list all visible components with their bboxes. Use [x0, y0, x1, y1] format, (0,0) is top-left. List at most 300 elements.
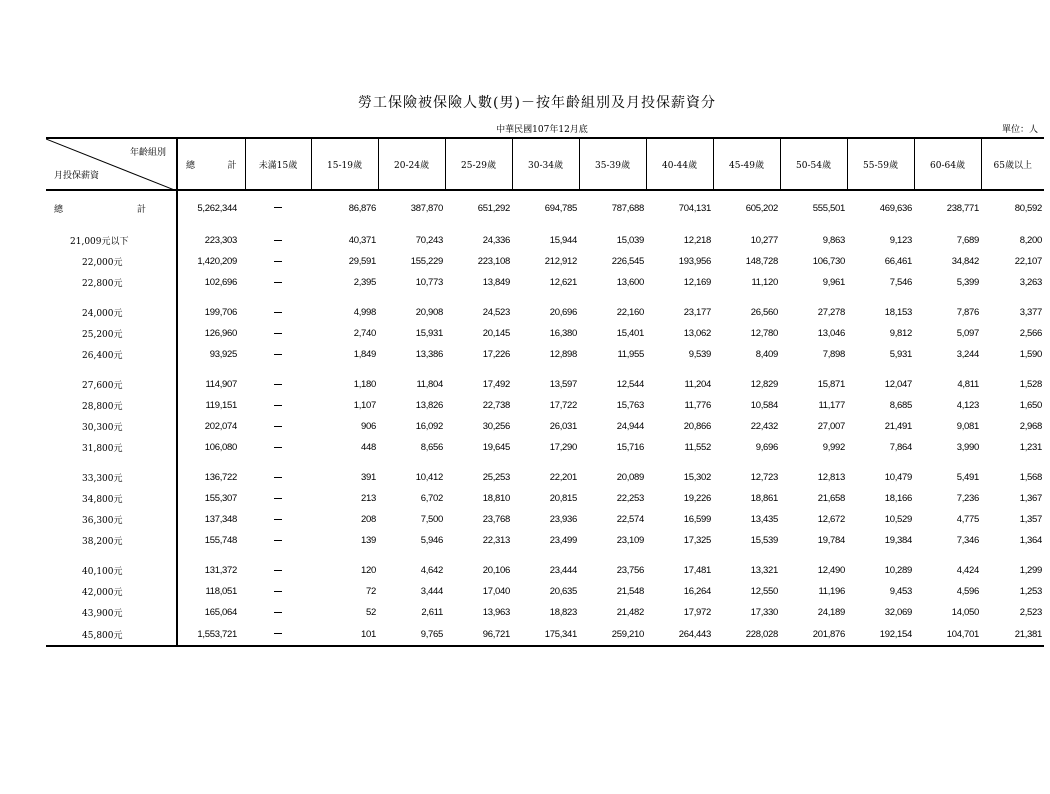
grand-total-char-1: 總: [54, 204, 64, 215]
row-label: 26,400元: [82, 351, 123, 361]
table-cell: 1,590: [1019, 349, 1042, 360]
age-column-header: 55-59歲: [847, 138, 914, 190]
under15-cell: [245, 190, 311, 221]
row-label: 27,600元: [82, 381, 123, 391]
table-cell: 40,371: [348, 235, 376, 246]
table-row: [46, 530, 1044, 551]
row-label: [46, 190, 177, 221]
total-header-char-1: 總: [186, 160, 196, 171]
dash-icon: [274, 447, 282, 448]
table-cell: 29,591: [348, 256, 376, 267]
table-cell: 8,685: [889, 400, 912, 411]
row-label: 21,009元以下: [70, 237, 129, 247]
table-cell: 4,775: [956, 514, 979, 525]
table-cell: 13,046: [817, 328, 845, 339]
table-cell: 3,244: [956, 349, 979, 360]
table-cell: 22,738: [482, 400, 510, 411]
table-cell: 906: [361, 421, 376, 432]
table-cell: 9,863: [822, 235, 845, 246]
table-row: [46, 416, 1044, 437]
table-cell: 17,325: [683, 535, 711, 546]
table-cell: 20,089: [616, 472, 644, 483]
table-cell: 70,243: [415, 235, 443, 246]
under15-cell: [245, 551, 311, 581]
age-column-header: 65歲以上: [981, 138, 1044, 190]
table-cell: 12,621: [549, 277, 577, 288]
table-cell: 15,931: [415, 328, 443, 339]
table-cell: 13,849: [482, 277, 510, 288]
table-cell: 11,955: [617, 349, 644, 360]
age-column-header: 30-34歲: [512, 138, 579, 190]
table-cell: 9,453: [889, 586, 912, 597]
table-cell: 264,443: [646, 623, 713, 646]
table-cell: 23,109: [616, 535, 644, 546]
table-cell: 19,645: [482, 442, 510, 453]
table-cell: 15,871: [817, 379, 845, 390]
age-column-header: 45-49歲: [713, 138, 780, 190]
table-cell: 13,600: [616, 277, 644, 288]
table-cell: 7,500: [420, 514, 443, 525]
table-cell: 259,210: [579, 623, 646, 646]
table-cell: 9,696: [755, 442, 778, 453]
table-cell: 1,849: [353, 349, 376, 360]
dash-icon: [274, 207, 282, 208]
table-cell: 223,108: [477, 256, 510, 267]
table-cell: 22,107: [1014, 256, 1042, 267]
table-cell: 12,672: [817, 514, 845, 525]
table-cell: 21,658: [817, 493, 845, 504]
table-cell: 448: [361, 442, 376, 453]
table-cell: 12,550: [750, 586, 778, 597]
table-cell: 12,544: [616, 379, 644, 390]
row-total: 126,960: [177, 323, 245, 344]
table-cell: 11,196: [818, 586, 845, 597]
dash-icon: [274, 540, 282, 541]
table-cell: 12,218: [683, 235, 711, 246]
table-cell: 16,092: [415, 421, 443, 432]
table-cell: 17,492: [482, 379, 510, 390]
table-cell: 14,050: [951, 607, 979, 618]
row-total: 114,907: [177, 365, 245, 395]
table-cell: 15,039: [616, 235, 644, 246]
table-cell: 8,200: [1019, 235, 1042, 246]
age-column-header: 40-44歲: [646, 138, 713, 190]
table-cell: 34,842: [951, 256, 979, 267]
grand-total-char-2: 計: [136, 204, 146, 215]
row-label: 33,300元: [82, 474, 123, 484]
table-cell: 10,773: [415, 277, 443, 288]
table-cell: 101: [311, 623, 378, 646]
table-cell: 3,263: [1019, 277, 1042, 288]
table-row: [46, 581, 1044, 602]
row-total: 137,348: [177, 509, 245, 530]
table-cell: 13,963: [482, 607, 510, 618]
table-cell: 15,302: [683, 472, 711, 483]
table-cell: 5,931: [889, 349, 912, 360]
row-label: 28,800元: [82, 402, 123, 412]
header-row: [46, 138, 1044, 190]
table-cell: 17,040: [482, 586, 510, 597]
table-cell: 175,341: [512, 623, 579, 646]
under15-cell: [245, 581, 311, 602]
table-cell: 2,968: [1019, 421, 1042, 432]
row-label: 30,300元: [82, 423, 123, 433]
table-cell: 1,107: [353, 400, 376, 411]
table-cell: 27,007: [817, 421, 845, 432]
table-row: [46, 251, 1044, 272]
table-cell: 3,990: [956, 442, 979, 453]
dash-icon: [274, 282, 282, 283]
table-cell: 2,395: [353, 277, 376, 288]
table-cell: 12,047: [884, 379, 912, 390]
row-label: 36,300元: [82, 516, 123, 526]
age-column-header: 35-39歲: [579, 138, 646, 190]
table-cell: 30,256: [482, 421, 510, 432]
table-cell: 20,866: [683, 421, 711, 432]
table-cell: 15,944: [549, 235, 577, 246]
row-label: 22,000元: [82, 258, 123, 268]
table-cell: 12,780: [750, 328, 778, 339]
table-cell: 23,936: [549, 514, 577, 525]
table-cell: 104,701: [914, 623, 981, 646]
table-cell: 11,120: [751, 277, 778, 288]
under15-cell: [245, 437, 311, 458]
table-cell: 2,566: [1019, 328, 1042, 339]
table-cell: 22,160: [616, 307, 644, 318]
table-cell: 21,548: [616, 586, 644, 597]
table-cell: 192,154: [847, 623, 914, 646]
table-cell: 11,177: [818, 400, 845, 411]
table-cell: 6,702: [420, 493, 443, 504]
table-cell: 213: [361, 493, 376, 504]
table-cell: 13,321: [750, 565, 778, 576]
row-label: 40,100元: [82, 567, 123, 577]
row-label: 38,200元: [82, 537, 123, 547]
table-cell: 10,584: [750, 400, 778, 411]
age-group-label: 年齡組別: [129, 148, 166, 158]
table-row: [46, 551, 1044, 581]
table-cell: 1,364: [1019, 535, 1042, 546]
table-cell: 9,765: [378, 623, 445, 646]
table-cell: 7,876: [956, 307, 979, 318]
table-cell: 12,490: [817, 565, 845, 576]
total-header-char-2: 計: [227, 160, 237, 171]
report-date: 中華民國107年12月底: [496, 125, 588, 135]
table-cell: 555,501: [812, 202, 845, 214]
table-cell: 21,491: [884, 421, 912, 432]
corner-header: [46, 138, 177, 190]
table-cell: 17,972: [683, 607, 711, 618]
table-cell: 7,236: [956, 493, 979, 504]
table-cell: 18,823: [549, 607, 577, 618]
table-cell: 11,776: [684, 400, 711, 411]
table-cell: 52: [366, 607, 376, 618]
table-cell: 20,815: [549, 493, 577, 504]
under15-cell: [245, 530, 311, 551]
unit-label: 單位：人: [1001, 125, 1038, 135]
dash-icon: [274, 312, 282, 313]
table-cell: 120: [361, 565, 376, 576]
row-total: 199,706: [177, 293, 245, 323]
table-cell: 13,597: [549, 379, 577, 390]
table-row: [46, 509, 1044, 530]
table-cell: 19,784: [817, 535, 845, 546]
dash-icon: [274, 570, 282, 571]
table-cell: 8,409: [755, 349, 778, 360]
table-cell: 10,529: [884, 514, 912, 525]
under15-cell: [245, 509, 311, 530]
table-cell: 12,169: [683, 277, 711, 288]
table-cell: 4,123: [956, 400, 979, 411]
table-cell: 16,264: [683, 586, 711, 597]
table-cell: 11,804: [416, 379, 443, 390]
table-cell: 17,290: [549, 442, 577, 453]
table-cell: 1,231: [1019, 442, 1042, 453]
row-total: 223,303: [177, 221, 245, 251]
table-cell: 787,688: [611, 202, 644, 214]
table-cell: 1,650: [1019, 400, 1042, 411]
table-cell: 2,611: [421, 607, 443, 618]
table-cell: 212,912: [544, 256, 577, 267]
table-cell: 9,812: [889, 328, 912, 339]
table-cell: 24,189: [817, 607, 845, 618]
age-column-header: 20-24歲: [378, 138, 445, 190]
table-cell: 12,813: [817, 472, 845, 483]
table-cell: 26,031: [549, 421, 577, 432]
row-total: 1,420,209: [177, 251, 245, 272]
table-row: [46, 458, 1044, 488]
table-cell: 96,721: [445, 623, 512, 646]
table-cell: 9,961: [822, 277, 845, 288]
table-cell: 9,123: [889, 235, 912, 246]
table-cell: 19,384: [884, 535, 912, 546]
table-cell: 5,491: [956, 472, 979, 483]
table-cell: 1,253: [1019, 586, 1042, 597]
under15-cell: [245, 221, 311, 251]
table-cell: 1,367: [1019, 493, 1042, 504]
table-body: [46, 190, 1044, 646]
dash-icon: [274, 240, 282, 241]
row-total: 93,925: [177, 344, 245, 365]
table-cell: 22,432: [750, 421, 778, 432]
row-total: 102,696: [177, 272, 245, 293]
table-row: [46, 437, 1044, 458]
table-cell: 15,539: [750, 535, 778, 546]
table-cell: 1,299: [1019, 565, 1042, 576]
table-cell: 4,642: [420, 565, 443, 576]
dash-icon: [274, 477, 282, 478]
table-cell: 21,381: [981, 623, 1044, 646]
table-cell: 18,861: [750, 493, 778, 504]
table-cell: 16,599: [683, 514, 711, 525]
table-cell: 7,898: [822, 349, 845, 360]
table-cell: 17,481: [683, 565, 711, 576]
under15-cell: [245, 458, 311, 488]
table-cell: 18,166: [884, 493, 912, 504]
under15-cell: [245, 395, 311, 416]
table-cell: 23,499: [549, 535, 577, 546]
table-cell: 13,826: [415, 400, 443, 411]
table-cell: 72: [366, 586, 376, 597]
dash-icon: [274, 519, 282, 520]
row-label: 43,900元: [82, 609, 123, 619]
table-cell: 15,716: [616, 442, 644, 453]
under15-cell: [245, 416, 311, 437]
row-label: 31,800元: [82, 444, 123, 454]
dash-icon: [274, 498, 282, 499]
row-total: 155,748: [177, 530, 245, 551]
row-label: 22,800元: [82, 279, 123, 289]
table-cell: 17,722: [549, 400, 577, 411]
table-cell: 32,069: [884, 607, 912, 618]
table-cell: 391: [361, 472, 376, 483]
table-cell: 12,898: [549, 349, 577, 360]
under15-cell: [245, 344, 311, 365]
table-cell: 1,568: [1019, 472, 1042, 483]
table-cell: 5,399: [956, 277, 979, 288]
table-cell: 1,528: [1019, 379, 1042, 390]
table-cell: 15,401: [616, 328, 644, 339]
grand-total-row: [46, 190, 1044, 221]
under15-cell: [245, 251, 311, 272]
table-cell: 694,785: [544, 202, 577, 214]
dash-icon: [274, 261, 282, 262]
table-cell: 23,177: [683, 307, 711, 318]
row-total: 106,080: [177, 437, 245, 458]
dash-icon: [274, 333, 282, 334]
table-cell: 469,636: [879, 202, 912, 214]
table-cell: 387,870: [410, 202, 443, 214]
table-cell: 10,277: [750, 235, 778, 246]
table-cell: 20,145: [482, 328, 510, 339]
table-cell: 22,253: [616, 493, 644, 504]
table-cell: 651,292: [477, 202, 510, 214]
table-cell: 228,028: [713, 623, 780, 646]
table-row: [46, 602, 1044, 623]
table-cell: 22,313: [482, 535, 510, 546]
table-cell: 11,552: [684, 442, 711, 453]
table-row: [46, 395, 1044, 416]
under15-cell: [245, 323, 311, 344]
table-cell: 605,202: [745, 202, 778, 214]
table-cell: 16,380: [549, 328, 577, 339]
table-cell: 7,546: [889, 277, 912, 288]
row-label: 42,000元: [82, 588, 123, 598]
table-cell: 226,545: [611, 256, 644, 267]
insured-persons-table: [46, 137, 1044, 647]
table-cell: 24,944: [616, 421, 644, 432]
under15-cell: [245, 365, 311, 395]
table-cell: 155,229: [410, 256, 443, 267]
table-cell: 17,226: [482, 349, 510, 360]
table-cell: 1,357: [1019, 514, 1042, 525]
under15-cell: [245, 272, 311, 293]
table-cell: 12,829: [750, 379, 778, 390]
table-cell: 4,998: [353, 307, 376, 318]
table-cell: 9,539: [688, 349, 711, 360]
table-cell: 2,740: [353, 328, 376, 339]
row-label: 25,200元: [82, 330, 123, 340]
table-cell: 3,444: [420, 586, 443, 597]
table-cell: 21,482: [616, 607, 644, 618]
table-cell: 5,097: [956, 328, 979, 339]
table-cell: 20,635: [549, 586, 577, 597]
table-cell: 13,062: [683, 328, 711, 339]
table-cell: 3,377: [1019, 307, 1042, 318]
report-title: 勞工保險被保險人數(男)－按年齡組別及月投保薪資分: [358, 95, 716, 111]
table-cell: 201,876: [780, 623, 847, 646]
table-cell: 2,523: [1019, 607, 1042, 618]
table-cell: 19,226: [683, 493, 711, 504]
age-column-header: 15-19歲: [311, 138, 378, 190]
table-row: [46, 272, 1044, 293]
table-row: [46, 221, 1044, 251]
table-cell: 23,444: [549, 565, 577, 576]
table-cell: 27,278: [817, 307, 845, 318]
table-cell: 139: [361, 535, 376, 546]
table-cell: 20,908: [415, 307, 443, 318]
table-cell: 704,131: [678, 202, 711, 214]
dash-icon: [274, 612, 282, 613]
row-total: 155,307: [177, 488, 245, 509]
dash-icon: [274, 384, 282, 385]
under15-cell: [245, 488, 311, 509]
table-row: [46, 323, 1044, 344]
row-label: 34,800元: [82, 495, 123, 505]
row-total: 1,553,721: [177, 623, 245, 646]
row-total: 202,074: [177, 416, 245, 437]
table-cell: 193,956: [678, 256, 711, 267]
table-cell: 9,081: [956, 421, 979, 432]
table-cell: 7,864: [889, 442, 912, 453]
age-column-header: 25-29歲: [445, 138, 512, 190]
table-cell: 23,768: [482, 514, 510, 525]
dash-icon: [274, 405, 282, 406]
table-cell: 23,756: [616, 565, 644, 576]
table-cell: 5,946: [420, 535, 443, 546]
table-cell: 4,424: [956, 565, 979, 576]
table-cell: 26,560: [750, 307, 778, 318]
row-total: 165,064: [177, 602, 245, 623]
age-column-header: 50-54歲: [780, 138, 847, 190]
table-cell: 24,523: [482, 307, 510, 318]
row-total: 131,372: [177, 551, 245, 581]
table-cell: 13,435: [750, 514, 778, 525]
total-column-header: [177, 138, 245, 190]
table-cell: 20,106: [482, 565, 510, 576]
table-cell: 10,412: [415, 472, 443, 483]
dash-icon: [274, 633, 282, 634]
table-cell: 238,771: [946, 202, 979, 214]
table-cell: 25,253: [482, 472, 510, 483]
table-cell: 18,810: [482, 493, 510, 504]
table-row: [46, 488, 1044, 509]
table-cell: 9,992: [822, 442, 845, 453]
table-cell: 80,592: [1014, 202, 1042, 214]
table-cell: 15,763: [616, 400, 644, 411]
table-row: [46, 344, 1044, 365]
row-total: 136,722: [177, 458, 245, 488]
dash-icon: [274, 426, 282, 427]
table-cell: 1,180: [353, 379, 376, 390]
table-cell: 4,596: [956, 586, 979, 597]
under15-cell: [245, 602, 311, 623]
row-label: 45,800元: [46, 623, 177, 646]
row-total: 5,262,344: [177, 190, 245, 221]
table-cell: 208: [361, 514, 376, 525]
table-cell: 22,574: [616, 514, 644, 525]
table-row: [46, 293, 1044, 323]
